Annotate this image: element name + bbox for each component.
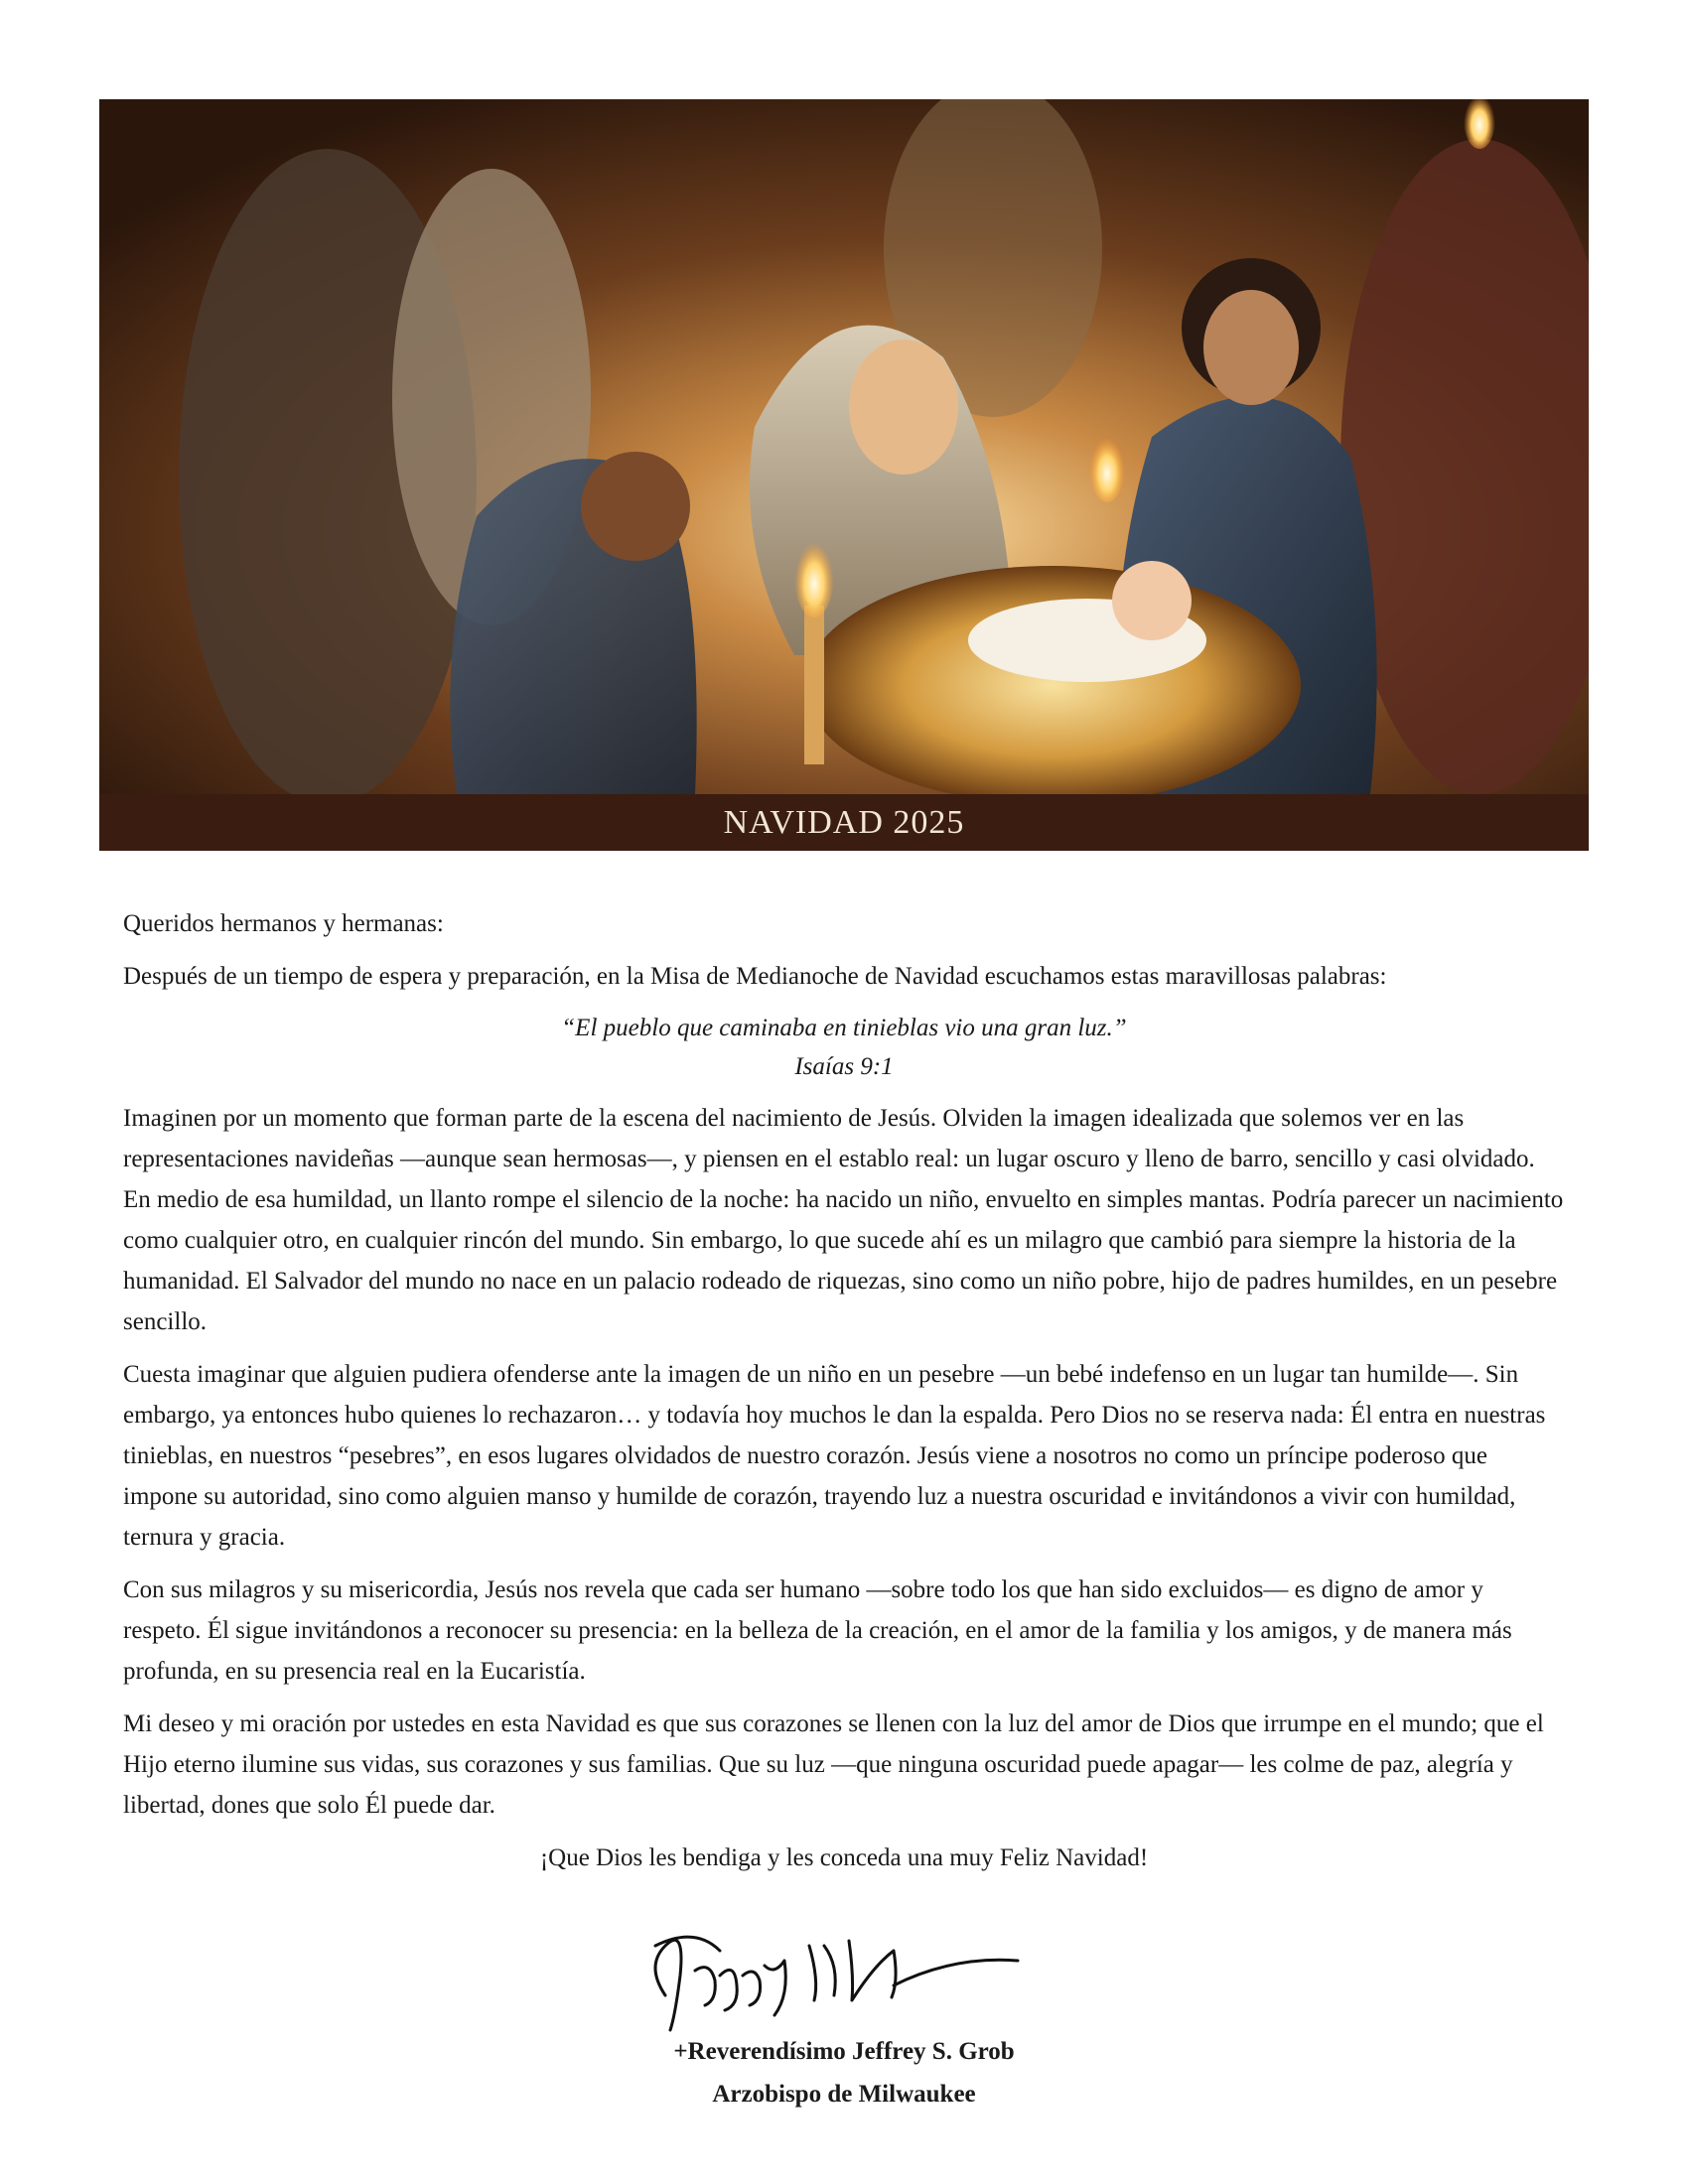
body-paragraph: Cuesta imaginar que alguien pudiera ofenderse ante la imagen de un niño en un pesebre —un bebé indefenso en un lugar tan humilde—. Sin embargo, ya entonces hubo quienes lo rechazaron… y todavía hoy muchos le dan la espalda. Pero Dios no se reserva nada: Él entra en nuestras tinieblas, en nuestros “pesebres”, en esos lugares olvidados de nuestro corazón. Jesús viene a nosotros no como un príncipe poderoso que impone su autoridad, sino como alguien manso y humilde de corazón, trayendo luz a nuestra oscuridad e invitándonos a vivir con humildad, ternura y gracia. (123, 1361, 1546, 1551)
body-paragraph: Con sus milagros y su misericordia, Jesús nos revela que cada ser humano —sobre todo los que han sido excluidos— es digno de amor y respeto. Él sigue invitándonos a reconocer su presencia: en la belleza de la creación, en el amor de la familia y los amigos, y de manera más profunda, en su presencia real en la Eucaristía. (123, 1576, 1512, 1685)
nativity-scene-image (99, 99, 1589, 794)
signature-block (546, 2030, 1142, 2116)
intro-paragraph: Después de un tiempo de espera y preparación, en la Misa de Medianoche de Navidad escuchamos estas maravillosas palabras: (123, 963, 1387, 990)
signatory-title: Arzobispo de Milwaukee (712, 2081, 976, 2108)
banner-title: NAVIDAD 2025 (723, 803, 965, 841)
scripture-quote (123, 1009, 1565, 1086)
body-paragraph: Imaginen por un momento que forman parte de la escena del nacimiento de Jesús. Olviden la imagen idealizada que solemos ver en las representaciones navideñas —aunque sean hermosas—, y piensen en el establo real: un lugar oscuro y lleno de barro, sencillo y casi olvidado. En medio de esa humildad, un llanto rompe el silencio de la noche: ha nacido un niño, envuelto en simples mantas. Podría parecer un nacimiento como cualquier otro, en cualquier rincón del mundo. Sin embargo, lo que sucede ahí es un milagro que cambió para siempre la historia de la humanidad. El Salvador del mundo no nace en un palacio rodeado de riquezas, sino como un niño pobre, hijo de padres humildes, en un pesebre sencillo. (123, 1105, 1564, 1335)
verse-citation: Isaías 9:1 (794, 1053, 894, 1080)
hero-section (99, 99, 1589, 851)
letter-body (123, 903, 1565, 1890)
body-paragraph: Mi deseo y mi oración por ustedes en esta Navidad es que sus corazones se llenen con la luz del amor de Dios que irrumpe en el mundo; que el Hijo eterno ilumine sus vidas, sus corazones y sus familias. Que su luz —que ninguna oscuridad puede apagar— les colme de paz, alegría y libertad, dones que solo Él puede dar. (123, 1710, 1544, 1819)
closing-blessing: ¡Que Dios les bendiga y les conceda una muy Feliz Navidad! (539, 1844, 1149, 1871)
title-banner (99, 794, 1589, 851)
verse-text: “El pueblo que caminaba en tinieblas vio una gran luz.” (561, 1015, 1127, 1041)
handwritten-signature (626, 1906, 1043, 2035)
signatory-name: +Reverendísimo Jeffrey S. Grob (673, 2038, 1015, 2065)
salutation: Queridos hermanos y hermanas: (123, 910, 444, 937)
